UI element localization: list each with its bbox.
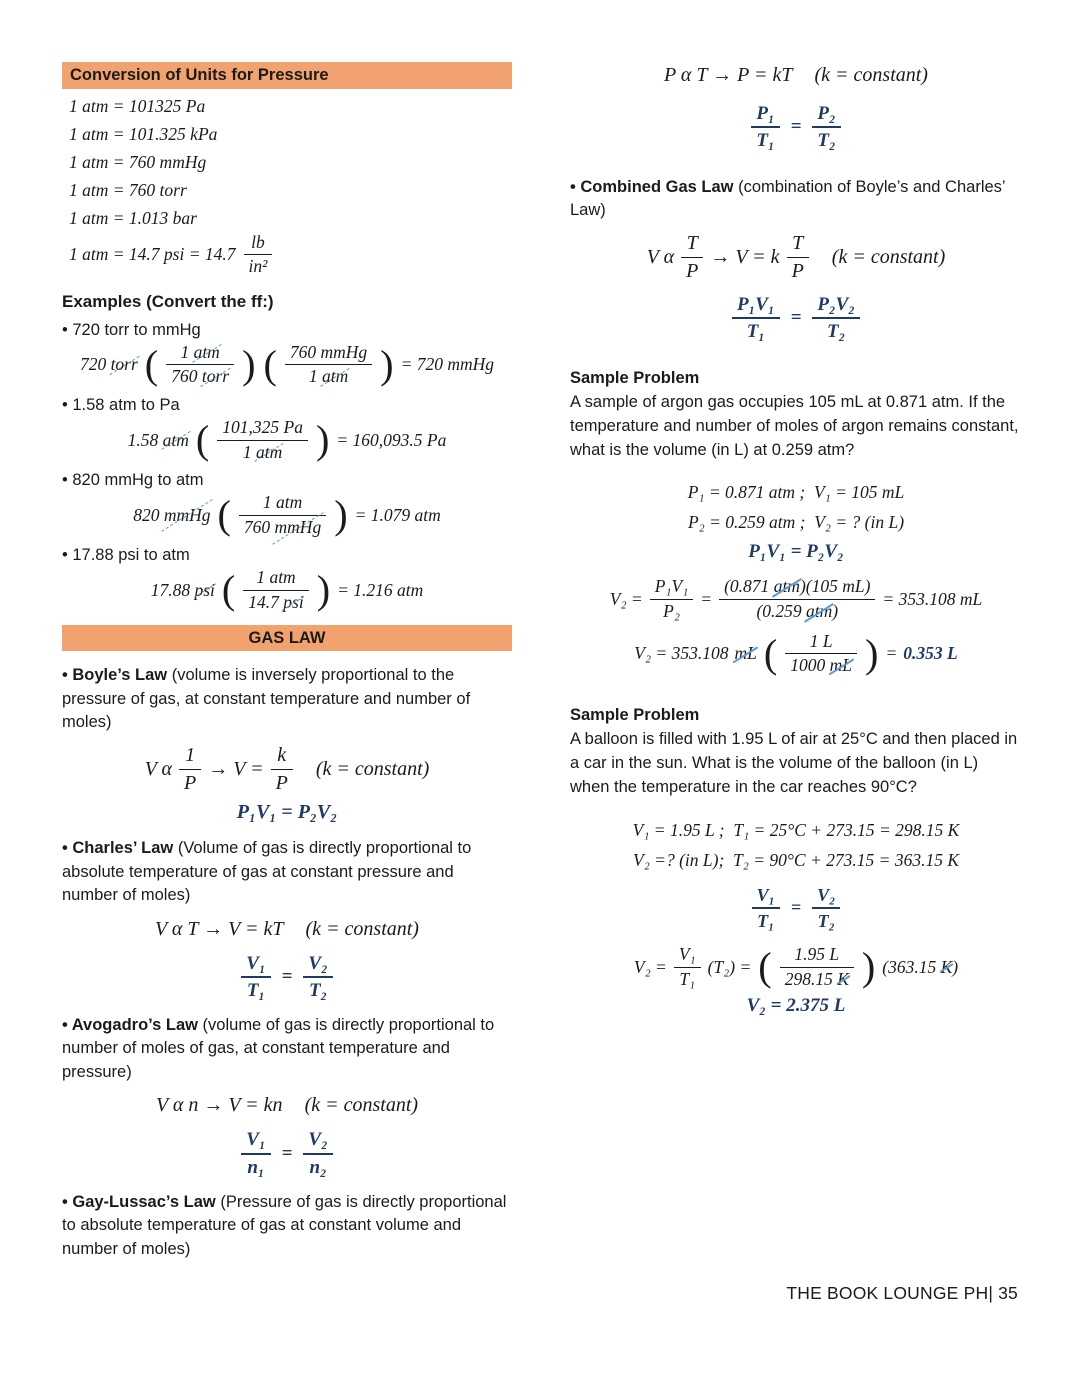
denominator: n₁	[247, 1156, 265, 1178]
denominator: T₂	[827, 321, 846, 343]
fraction	[751, 885, 781, 931]
numerator: k	[271, 744, 293, 769]
gaylussac-law-description	[62, 1191, 512, 1261]
numerator: T	[787, 232, 809, 257]
example-bullet: • 1.58 atm to Pa	[62, 396, 180, 414]
denominator	[243, 591, 308, 613]
solution-step: V₂ = 353.108 mL ( $\frac{1 L}{1000 mL}$ ) = 0.353 L	[634, 630, 958, 676]
numerator: V₁	[241, 1129, 270, 1154]
result: = 1.079 atm	[354, 504, 441, 525]
cancelled-unit: atm	[193, 341, 220, 362]
combined-gas-law-relation	[570, 294, 1022, 343]
result: = 720 mmHg	[400, 354, 495, 375]
cancelled-unit: mmHg	[163, 504, 211, 525]
value: )	[952, 956, 959, 977]
denominator: T₁	[246, 979, 266, 1001]
avogadro-law-relation	[62, 1129, 512, 1178]
fraction	[786, 232, 810, 282]
denominator: P	[686, 259, 699, 282]
page-footer: THE BOOK LOUNGE PH| 35	[786, 1283, 1018, 1303]
cancelled-unit: K	[940, 956, 953, 977]
constant-note: (k = constant)	[304, 1094, 419, 1117]
value: 17.88	[150, 579, 191, 600]
sample-problem-1-text: A sample of argon gas occupies 105 mL at 0.871 atm. If the temperature and number of moles of argon remains constant, what is the volume (in L) at 0.259 atm?	[570, 392, 1019, 459]
pressure-units-section-header: Conversion of Units for Pressure	[62, 62, 512, 89]
charles-law-relation	[62, 953, 512, 1002]
equals-sign: =	[700, 589, 713, 610]
value: )	[832, 601, 839, 622]
numerator: V₂	[303, 1129, 332, 1154]
numerator: 1 L	[785, 632, 857, 655]
law-definition: (Volume of gas is directly proportional to absolute temperature of gas at constant pressure and number of moles)	[62, 839, 472, 905]
example-mmhg-to-atm	[62, 471, 512, 537]
numerator: 101,325 Pa	[217, 418, 308, 441]
equals-sign: =	[281, 1142, 293, 1164]
numerator: lb	[244, 233, 273, 256]
fraction	[302, 1129, 333, 1178]
numerator: 1 atm	[243, 568, 308, 591]
equals-sign: =	[281, 965, 293, 987]
value: 1.58	[127, 429, 159, 450]
denominator: P	[184, 771, 197, 794]
equals-sign: =	[790, 307, 802, 329]
example-equation: 17.88 psi ( $\frac{\text{1 atm}}{\text{14.7 psi}}$ ) = 1.216 atm	[150, 567, 424, 613]
fraction	[240, 953, 271, 1002]
value: 1	[308, 366, 318, 387]
eq-text: V α	[646, 245, 675, 268]
example-bullet: • 720 torr to mmHg	[62, 320, 201, 339]
boyle-law-equation	[62, 744, 512, 794]
given-values: V₂ =? (in L); T₂ = 90°C + 273.15 = 363.15 K	[633, 849, 959, 870]
fraction	[284, 343, 373, 387]
eq-text: P α T → P = kT	[664, 64, 793, 86]
denominator: T₂	[308, 979, 328, 1001]
given-values: P₁ = 0.871 atm ; V₁ = 105 mL	[687, 482, 905, 503]
applied-relation	[570, 885, 1022, 931]
avogadro-law-equation	[62, 1094, 512, 1117]
sample-problem-2-text: A balloon is filled with 1.95 L of air at 25°C and then placed in a car in the sun. What is the volume of the balloon (in L) when the temperature in the car reaches 90°C?	[570, 729, 1018, 796]
example-equation: 820 mmHg ( $\frac{\text{1 atm}}{\text{760 mmHg}}$ ) = 1.079 atm	[133, 492, 441, 538]
denominator: T₁	[757, 910, 775, 931]
applied-relation: P₁V₁ = P₂V₂	[748, 541, 844, 563]
conversion-line: 1 atm = 101.325 kPa	[69, 123, 218, 144]
equals-sign: =	[885, 643, 898, 664]
value: 1	[242, 441, 252, 462]
eq-text: → V =	[208, 757, 264, 780]
quantity	[128, 430, 189, 451]
gaylussac-law-relation	[570, 103, 1022, 152]
fraction	[242, 568, 309, 612]
fraction	[731, 294, 781, 343]
solution-step: V₂ = $\frac{\text{V₁}}{\text{T₁}}$ (T₂) = ( $\frac{1.95 L}{298.15 K}$ ) (363.15 K)	[633, 943, 959, 989]
value: 760	[243, 516, 271, 537]
numerator	[719, 577, 875, 600]
cancelled-unit: psi	[283, 591, 304, 612]
numerator: P₁V₁	[732, 294, 780, 319]
fraction	[811, 103, 841, 152]
value: (0.259	[756, 601, 802, 622]
law-definition: (volume of gas is directly proportional to number of moles of gas, at constant temperature and pressure)	[62, 1016, 495, 1081]
fraction	[779, 945, 855, 989]
cancelled-unit: psi	[194, 579, 215, 600]
value: 1	[180, 341, 190, 362]
example-equation: 720 torr ( $\frac{\text{1 atm}}{\text{760 torr}}$ ) ( $\frac{\text{760 mmHg}}{\text{1 atm}}$ ) = 720 mmHg	[79, 341, 495, 387]
cancelled-unit: torr	[201, 366, 230, 387]
given-values: V₁ = 1.95 L ; T₁ = 25°C + 273.15 = 298.15 K	[632, 819, 960, 840]
charles-law-description	[62, 837, 512, 907]
numerator: V₂	[303, 953, 332, 978]
result: = 353.108 mL	[882, 589, 983, 610]
fraction	[165, 343, 235, 387]
value: 1000	[790, 655, 826, 676]
denominator: P	[275, 771, 288, 794]
value: )(105 mL)	[799, 576, 871, 597]
fraction	[240, 1129, 271, 1178]
denominator	[785, 654, 857, 676]
quantity	[80, 354, 138, 375]
numerator: V₁	[674, 945, 701, 968]
fraction	[811, 294, 861, 343]
denominator: P	[791, 259, 804, 282]
numerator: T	[681, 232, 703, 257]
equals-sign: =	[790, 897, 802, 918]
conversion-line: 1 atm = 1.013 bar	[69, 207, 197, 228]
example-equation: 1.58 atm ( $\frac{101,325 Pa}{\text{1 atm}}$ ) = 160,093.5 Pa	[127, 417, 447, 463]
constant-note: (k = constant)	[831, 245, 946, 268]
fraction	[673, 945, 702, 989]
conversion-line: 1 atm = 760 torr	[69, 179, 187, 200]
fraction	[811, 885, 841, 931]
boyle-law-description	[62, 664, 512, 734]
eq-text: → V = k	[710, 245, 780, 268]
conversion-text: 1 atm = 14.7 psi = 14.7	[69, 244, 236, 265]
numerator: 1 atm	[239, 493, 326, 516]
final-answer: 0.353 L	[903, 643, 958, 664]
denominator: in²	[248, 256, 268, 277]
cancelled-unit: atm	[256, 441, 283, 462]
constant-note: (k = constant)	[305, 917, 419, 940]
example-bullet: • 820 mmHg to atm	[62, 471, 204, 490]
example-psi-to-atm	[62, 546, 512, 612]
constant-note: (k = constant)	[315, 757, 430, 780]
cancelled-unit: mmHg	[274, 516, 322, 537]
conversion-line: 1 atm = 101325 Pa	[69, 95, 206, 116]
equals-sign: =	[790, 116, 802, 138]
law-name: • Avogadro’s Law	[62, 1016, 198, 1035]
denominator: T₁	[756, 130, 775, 152]
charles-law-equation	[62, 918, 512, 941]
denominator	[719, 600, 875, 622]
law-name: • Gay-Lussac’s Law	[62, 1192, 216, 1211]
avogadro-law-description	[62, 1014, 512, 1084]
conversion-line-psi	[69, 233, 512, 277]
eq-text: V α T → V = kT	[155, 917, 284, 940]
sample-problem-1-heading: Sample Problem	[570, 368, 700, 387]
tail-factor	[882, 957, 958, 978]
fraction	[238, 493, 327, 537]
fraction	[216, 418, 309, 462]
fraction	[243, 233, 274, 277]
value: (363.15	[882, 956, 937, 977]
eq-text: V α n → V = kn	[155, 1094, 283, 1117]
law-definition: (combination of Boyle’s and Charles’ Law)	[570, 177, 1005, 219]
fraction	[649, 577, 695, 621]
fraction	[302, 953, 333, 1002]
denominator	[285, 365, 372, 387]
cancelled-unit: atm	[806, 601, 833, 622]
denominator: P₂	[663, 601, 680, 622]
final-answer: V₂ = 2.375 L	[746, 995, 846, 1017]
boyle-law-relation: P₁V₁ = P₂V₂	[236, 801, 338, 824]
gaylussac-law-equation	[570, 64, 1022, 87]
denominator	[780, 968, 854, 990]
numerator: P₂V₂	[812, 294, 860, 319]
law-definition: (volume is inversely proportional to the pressure of gas, at constant temperature and number of moles)	[62, 666, 471, 732]
eq-text: V₂ =	[633, 956, 667, 977]
value: 298.15	[784, 968, 833, 989]
denominator: n₂	[309, 1156, 327, 1178]
gas-law-section-header: GAS LAW	[62, 625, 512, 652]
numerator: P₁	[751, 103, 779, 128]
example-torr-to-mmhg	[62, 321, 512, 387]
numerator: 1.95 L	[780, 945, 854, 968]
fraction	[680, 232, 704, 282]
numerator: P₁V₁	[650, 577, 694, 600]
eq-text: (T₂) =	[707, 956, 752, 977]
value: 720	[79, 354, 107, 375]
example-bullet: • 17.88 psi to atm	[62, 546, 190, 565]
numerator: P₂	[812, 103, 840, 128]
numerator: V₁	[241, 953, 270, 978]
denominator	[217, 441, 308, 463]
solution-step	[570, 577, 1022, 621]
quantity	[151, 580, 215, 601]
denominator	[239, 516, 326, 538]
right-column	[570, 62, 1022, 1261]
constant-note: (k = constant)	[814, 64, 928, 86]
combined-gas-law-equation	[570, 232, 1022, 282]
fraction	[178, 744, 202, 794]
cancelled-unit: atm	[162, 429, 189, 450]
left-column	[62, 62, 512, 1261]
fraction	[750, 103, 780, 152]
quantity	[133, 505, 210, 526]
law-name: • Charles’ Law	[62, 839, 174, 858]
eq-text: V α	[144, 757, 173, 780]
numerator: 1	[179, 744, 201, 769]
cancelled-unit: mL	[829, 655, 853, 676]
numerator: V₁	[752, 885, 780, 909]
fraction	[718, 577, 876, 621]
result: = 1.216 atm	[337, 579, 424, 600]
given-values: P₂ = 0.259 atm ; V₂ = ? (in L)	[687, 512, 905, 533]
example-atm-to-pa	[62, 396, 512, 462]
cancelled-unit: torr	[110, 354, 138, 375]
combined-gas-law-description	[570, 176, 1022, 223]
cancelled-unit: mL	[734, 643, 757, 664]
value: (0.871	[724, 576, 770, 597]
denominator: T₁	[746, 321, 765, 343]
value: 820	[133, 504, 160, 525]
result: = 160,093.5 Pa	[336, 429, 447, 450]
cancelled-unit: K	[837, 968, 849, 989]
eq-text: V₂ =	[609, 589, 643, 610]
numerator: 760 mmHg	[285, 343, 372, 366]
sample-problem-2-heading: Sample Problem	[570, 705, 700, 724]
value: 760	[171, 366, 198, 387]
numerator: V₂	[812, 885, 840, 909]
denominator: T₂	[817, 910, 835, 931]
law-definition: (Pressure of gas is directly proportional to absolute temperature of gas at constant volume and number of moles)	[62, 1192, 507, 1258]
eq-text: V₂ = 353.108	[634, 643, 729, 664]
cancelled-unit: atm	[321, 366, 349, 387]
cancelled-unit: atm	[773, 576, 800, 597]
examples-heading: Examples (Convert the ff:)	[62, 291, 274, 311]
fraction	[270, 744, 294, 794]
value: 14.7	[248, 591, 279, 612]
denominator: T₁	[679, 968, 696, 989]
numerator	[166, 343, 234, 366]
fraction	[784, 632, 858, 676]
law-name: • Boyle’s Law	[62, 666, 168, 685]
denominator	[166, 365, 234, 387]
law-name: • Combined Gas Law	[570, 177, 734, 196]
denominator: T₂	[817, 130, 836, 152]
conversion-line: 1 atm = 760 mmHg	[69, 151, 207, 172]
